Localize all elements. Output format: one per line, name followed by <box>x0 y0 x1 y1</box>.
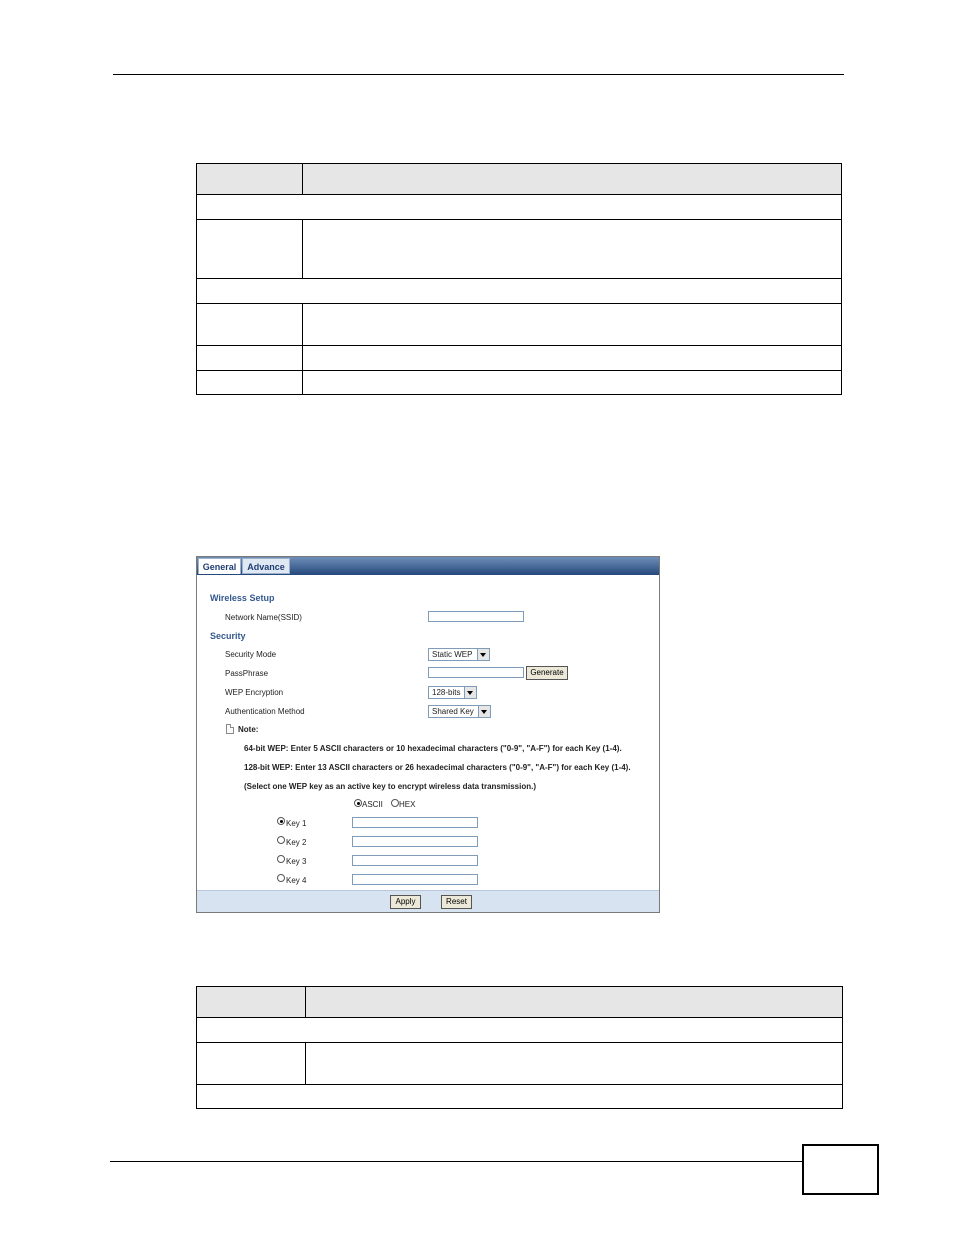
ssid-input[interactable] <box>428 611 524 622</box>
bottom-table <box>196 986 843 1109</box>
ascii-label: ASCII <box>362 800 383 809</box>
key1-label: Key 1 <box>286 819 307 828</box>
top-table <box>196 163 842 395</box>
page-number-box <box>802 1144 879 1195</box>
tab-general[interactable]: General <box>198 558 241 574</box>
note-line-128bit: 128-bit WEP: Enter 13 ASCII characters or 26 hexadecimal characters ("0-9", "A-F") for each Key (1-4). <box>244 763 631 772</box>
reset-button[interactable]: Reset <box>441 895 472 909</box>
header-rule <box>113 74 844 75</box>
note-line-64bit: 64-bit WEP: Enter 5 ASCII characters or 10 hexadecimal characters ("0-9", "A-F") for each Key (1-4). <box>244 744 622 753</box>
hex-radio[interactable] <box>391 799 399 807</box>
security-mode-value: Static WEP <box>432 650 473 659</box>
key2-input[interactable] <box>352 836 478 847</box>
bottom-table-row <box>197 1042 842 1084</box>
chevron-down-icon <box>477 649 489 660</box>
chevron-down-icon <box>464 687 476 698</box>
hex-label: HEX <box>399 800 416 809</box>
wireless-setup-title: Wireless Setup <box>210 593 275 603</box>
wep-encryption-label: WEP Encryption <box>225 688 284 697</box>
ascii-radio[interactable] <box>354 799 362 807</box>
note-icon <box>226 724 234 734</box>
key4-radio[interactable] <box>277 874 285 882</box>
key4-label: Key 4 <box>286 876 307 885</box>
top-table-row <box>197 370 841 394</box>
top-table-row <box>197 219 841 278</box>
generate-button[interactable]: Generate <box>526 666 568 680</box>
security-mode-select[interactable] <box>428 648 490 661</box>
auth-method-value: Shared Key <box>432 707 474 716</box>
tab-bar <box>197 557 659 575</box>
note-line-select: (Select one WEP key as an active key to encrypt wireless data transmission.) <box>244 782 536 791</box>
auth-method-select[interactable] <box>428 705 491 718</box>
apply-button[interactable]: Apply <box>390 895 421 909</box>
key2-radio[interactable] <box>277 836 285 844</box>
key4-input[interactable] <box>352 874 478 885</box>
bottom-table-header-row <box>197 987 842 1017</box>
key3-label: Key 3 <box>286 857 307 866</box>
wep-encryption-select[interactable] <box>428 686 477 699</box>
wep-encryption-value: 128-bits <box>432 688 461 697</box>
top-table-header-row <box>197 164 841 194</box>
passphrase-label: PassPhrase <box>225 669 269 678</box>
footer-rule <box>110 1161 802 1162</box>
key3-radio[interactable] <box>277 855 285 863</box>
key1-radio[interactable] <box>277 817 285 825</box>
security-mode-label: Security Mode <box>225 650 277 659</box>
wireless-general-screenshot <box>196 556 660 913</box>
top-table-section-row <box>197 194 841 219</box>
note-title: Note: <box>238 725 259 734</box>
tab-advance[interactable]: Advance <box>242 558 290 574</box>
button-bar <box>197 890 659 913</box>
auth-method-label: Authentication Method <box>225 707 305 716</box>
key3-input[interactable] <box>352 855 478 866</box>
chevron-down-icon <box>478 706 490 717</box>
key1-input[interactable] <box>352 817 478 828</box>
passphrase-input[interactable] <box>428 667 524 678</box>
security-title: Security <box>210 631 246 641</box>
bottom-table-section-row <box>197 1017 842 1042</box>
key2-label: Key 2 <box>286 838 307 847</box>
top-table-row <box>197 303 841 345</box>
bottom-table-section-row <box>197 1084 842 1108</box>
top-table-section-row <box>197 278 841 303</box>
top-table-row <box>197 345 841 370</box>
ssid-label: Network Name(SSID) <box>225 613 302 622</box>
